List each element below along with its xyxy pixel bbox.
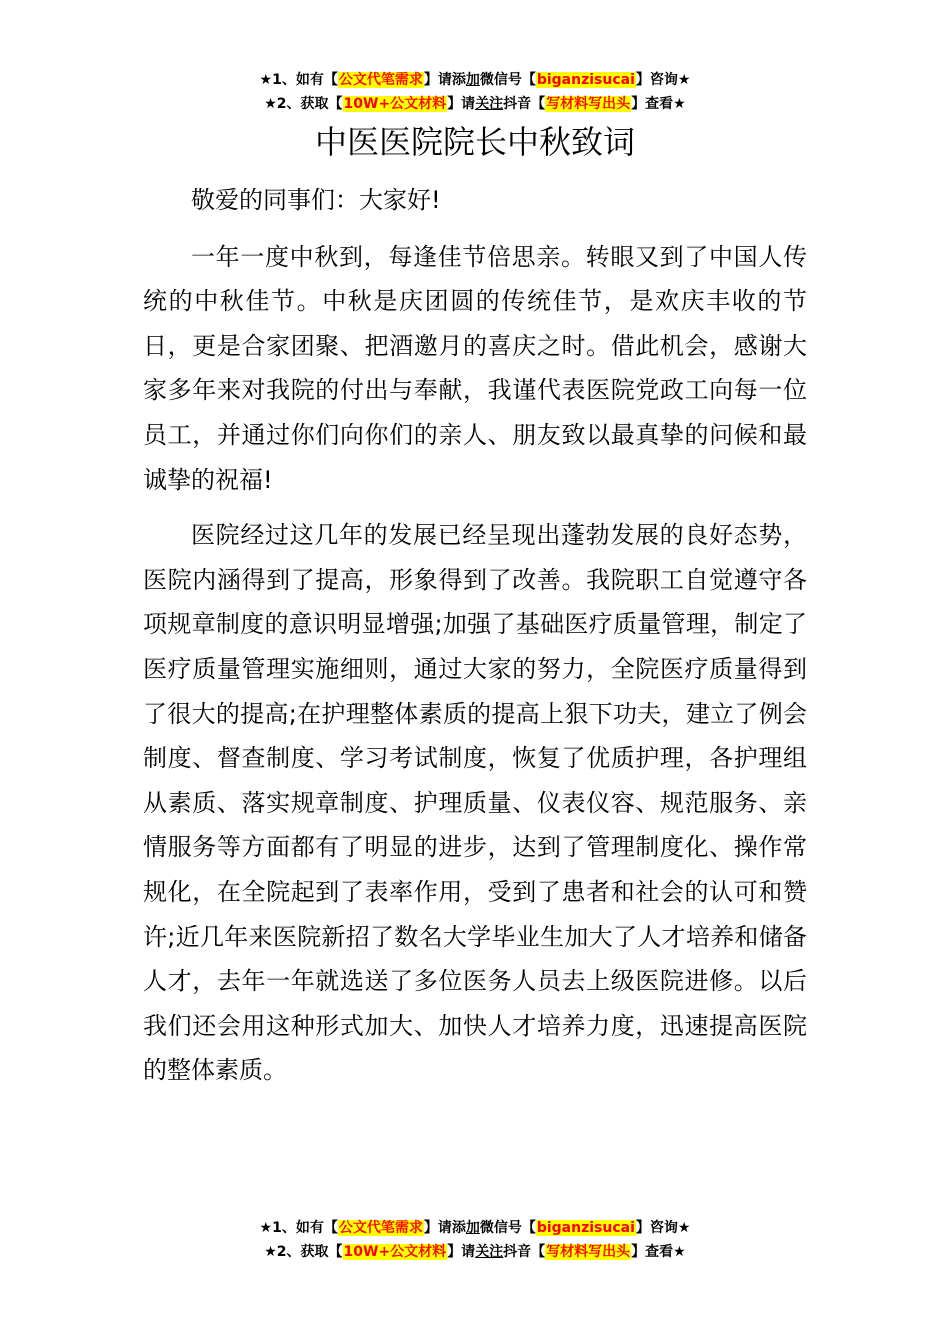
promo-line-2 — [0, 1240, 950, 1264]
promo-text: 】请 — [447, 1244, 476, 1260]
promo-text: 微信号【 — [479, 1220, 536, 1236]
body-paragraph-2: 医院经过这几年的发展已经呈现出蓬勃发展的良好态势，医院内涵得到了提高，形象得到了改善。我院职工自觉遵守各项规章制度的意识明显增强;加强了基础医疗质量管理，制定了医疗质量管理实施细则，通过大家的努力，全院医疗质量得到了很大的提高;在护理整体素质的提高上狠下功夫，建立了例会制度、督查制度、学习考试制度，恢复了优质护理，各护理组从素质、落实规章制度、护理质量、仪表仪容、规范服务、亲情服务等方面都有了明显的进步，达到了管理制度化、操作常规化，在全院起到了表率作用，受到了患者和社会的认可和赞许;近几年来医院新招了数名大学毕业生加大了人才培养和储备人才，去年一年就选送了多位医务人员去上级医院进修。以后我们还会用这种形式加大、加快人才培养力度，迅速提高医院的整体素质。 — [143, 521, 807, 1085]
promo-text: 】查看★ — [631, 1244, 686, 1260]
document-body — [143, 178, 807, 1104]
promo-text: 】咨询★ — [635, 72, 691, 88]
greeting-paragraph: 敬爱的同事们：大家好! — [191, 186, 441, 214]
promo-text: 】咨询★ — [635, 1220, 691, 1236]
promo-text: 】请 — [447, 96, 476, 112]
header-promo-banner — [0, 68, 950, 116]
promo-underlined-text: 关注 — [475, 96, 504, 112]
promo-douyin-id: 写材料写出头 — [546, 1244, 631, 1260]
promo-highlight: 10W+公文材料 — [343, 96, 447, 112]
promo-text: ★2、获取【 — [264, 1244, 343, 1260]
body-paragraph-1: 一年一度中秋到，每逢佳节倍思亲。转眼又到了中国人传统的中秋佳节。中秋是庆团圆的传统佳节，是欢庆丰收的节日，更是合家团聚、把酒邀月的喜庆之时。借此机会，感谢大家多年来对我院的付出与奉献，我谨代表医院党政工向每一位员工，并通过你们向你们的亲人、朋友致以最真挚的问候和最诚挚的祝福! — [143, 242, 807, 494]
promo-underlined-text: 加 — [465, 72, 480, 88]
promo-line-2 — [0, 92, 950, 116]
promo-text: 】请添 — [423, 1220, 466, 1236]
promo-underlined-text: 加 — [465, 1220, 480, 1236]
promo-highlight: 10W+公文材料 — [343, 1244, 447, 1260]
promo-wechat-id: biganzisucai — [536, 1220, 635, 1236]
footer-promo-banner — [0, 1216, 950, 1264]
promo-text: 微信号【 — [479, 72, 536, 88]
promo-highlight: 公文代笔需求 — [338, 1220, 423, 1236]
promo-text: 】请添 — [423, 72, 466, 88]
promo-text: ★1、如有【 — [259, 1220, 338, 1236]
promo-douyin-id: 写材料写出头 — [546, 96, 631, 112]
promo-line-1 — [0, 68, 950, 92]
promo-text: ★2、获取【 — [264, 96, 343, 112]
document-title: 中医医院院长中秋致词 — [314, 123, 635, 161]
promo-wechat-id: biganzisucai — [536, 72, 635, 88]
promo-text: 抖音【 — [503, 96, 546, 112]
promo-text: ★1、如有【 — [259, 72, 338, 88]
promo-underlined-text: 关注 — [475, 1244, 504, 1260]
promo-text: 】查看★ — [631, 96, 686, 112]
promo-text: 抖音【 — [503, 1244, 546, 1260]
promo-line-1 — [0, 1216, 950, 1240]
promo-highlight: 公文代笔需求 — [338, 72, 423, 88]
